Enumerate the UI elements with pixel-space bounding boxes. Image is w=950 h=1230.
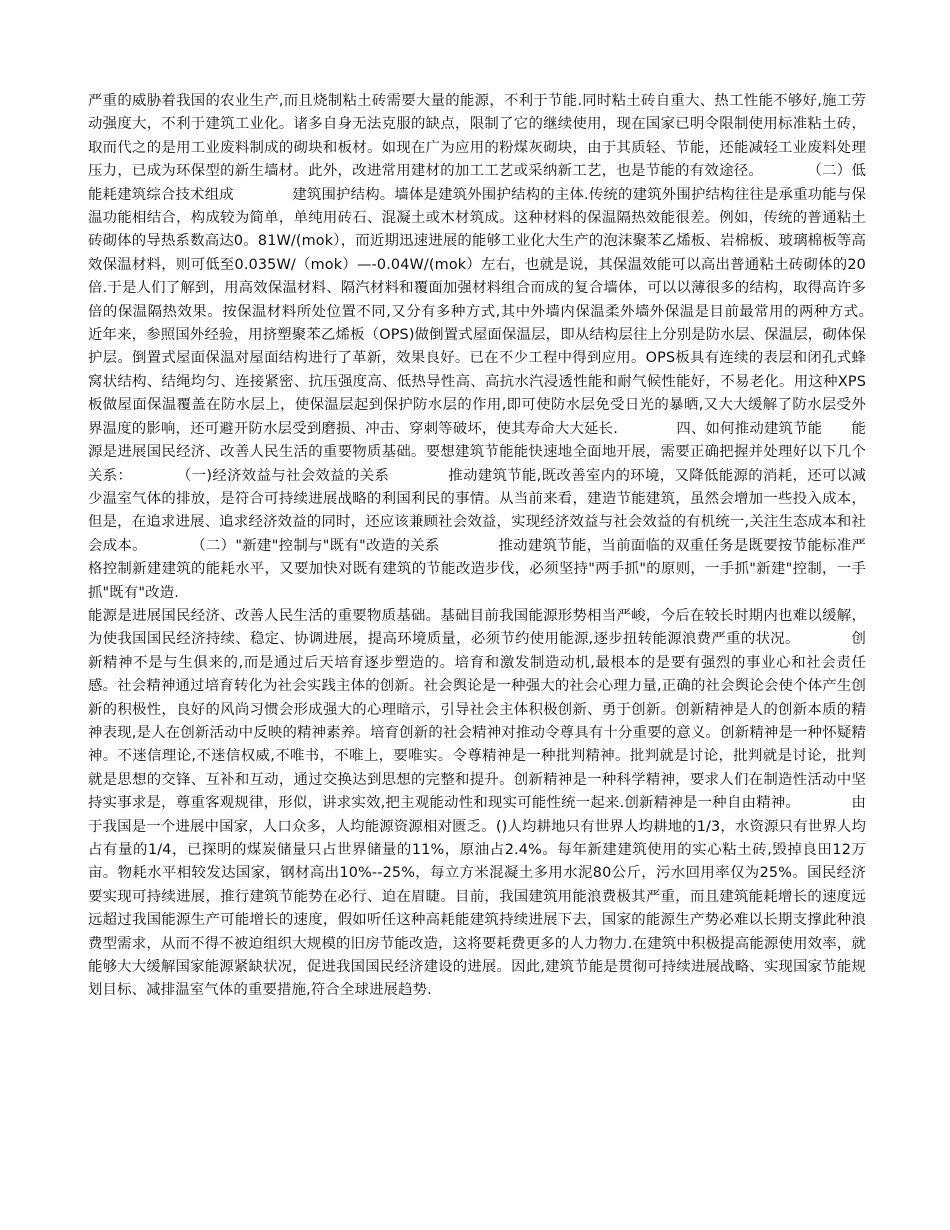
paragraph-2: 能源是进展国民经济、改善人民生活的重要物质基础。基础目前我国能源形势相当严峻，今后在较长时期内也难以缓解，为使我国国民经济持续、稳定、协调进展，提高环境质量，必须节约使用能源,逐步扭转能源浪费严重的状况。 创新精神不是与生俱来的,而是通过后天培育逐步塑造的。培育和激发制造动机,最根本的是要有强烈的事业心和社会责任感。社会精神通过培育转化为社会实践主体的创新。社会舆论是一种强大的社会心理力量,正确的社会舆论会使个体产生创新的积极性，良好的风尚习惯会形成强大的心理暗示，引导社会主体积极创新、勇于创新。创新精神是人的创新本质的精神表现,是人在创新活动中反映的精神素养。培育创新的社会精神对推动令尊具有十分重要的意义。创新精神是一种怀疑精神。不迷信理论,不迷信权威,不唯书，不唯上，要唯实。令尊精神是一种批判精神。批判就是讨论，批判就是讨论，批判就是思想的交锋、互补和互动，通过交换达到思想的完整和提升。创新精神是一种科学精神，要求人们在制造性活动中坚持实事求是，尊重客观规律，形似，讲求实效,把主观能动性和现实可能性统一起来.创新精神是一种自由精神。 由于我国是一个进展中国家，人口众多，人均能源资源相对匮乏。()人均耕地只有世界人均耕地的1/3，水资源只有世界人均占有量的1/4，已探明的煤炭储量只占世界储量的11%，原油占2.4%。每年新建建筑使用的实心粘土砖,毁掉良田12万亩。物耗水平相较发达国家，钢材高出10%--25%，每立方米混凝土多用水泥80公斤，污水回用率仅为25%。国民经济要实现可持续进展，推行建筑节能势在必行、迫在眉睫。目前，我国建筑用能浪费极其严重，而且建筑能耗增长的速度远远超过我国能源生产可能增长的速度，假如听任这种高耗能建筑持续进展下去，国家的能源生产势必难以长期支撑此种浪费型需求，从而不得不被迫组织大规模的旧房节能改造，这将要耗费更多的人力物力.在建筑中积极提高能源使用效率，就能够大大缓解国家能源紧缺状况，促进我国国民经济建设的进展。因此,建筑节能是贯彻可持续进展战略、实现国家节能规划目标、减排温室气体的重要措施,符合全球进展趋势. <box>88 607 866 999</box>
document-body <box>88 90 925 1003</box>
paragraph-1: 严重的威胁着我国的农业生产,而且烧制粘土砖需要大量的能源，不利于节能.同时粘土砖自重大、热工性能不够好,施工劳动强度大，不利于建筑工业化。诸多自身无法克服的缺点，限制了它的继续使用，现在国家已明令限制使用标准粘土砖，取而代之的是用工业废料制成的砌块和板材。如现在广为应用的粉煤灰砌块，由于其质轻、节能，还能减轻工业废料处理压力，已成为环保型的新生墙材。此外，改进常用建材的加工工艺或采纳新工艺，也是节能的有效途径。 （二）低能耗建筑综合技术组成 建筑围护结构。墙体是建筑外围护结构的主体.传统的建筑外围护结构往往是承重功能与保温功能相结合，构成较为简单，单纯用砖石、混凝土或木材筑成。这种材料的保温隔热效能很差。例如，传统的普通粘土砖砌体的导热系数高达0。81W/(mok），而近期迅速进展的能够工业化大生产的泡沫聚苯乙烯板、岩棉板、玻璃棉板等高效保温材料，则可低至0.035W/（mok）—-0.04W/(mok）左右，也就是说，其保温效能可以高出普通粘土砖砌体的20倍.于是人们了解到，用高效保温材料、隔汽材料和覆面加强材料组合而成的复合墙体，可以以薄很多的结构，取得高许多倍的保温隔热效果。按保温材料所处位置不同,又分有多种方式,其中外墙内保温柔外墙外保温是目前最常用的两种方式。 近年来，参照国外经验，用挤塑聚苯乙烯板（OPS)做倒置式屋面保温层，即从结构层往上分别是防水层、保温层，砌体保护层。倒置式屋面保温对屋面结构进行了革新，效果良好。已在不少工程中得到应用。OPS板具有连续的表层和闭孔式蜂窝状结构、结绳均匀、连接紧密、抗压强度高、低热导性高、高抗水汽浸透性能和耐气候性能好，不易老化。用这种XPS板做屋面保温覆盖在防水层上，使保温层起到保护防水层的作用,即可使防水层免受日光的暴晒,又大大缓解了防水层受外界温度的影响，还可避开防水层受到磨损、冲击、穿刺等破坏，使其寿命大大延长. 四、如何推动建筑节能 能源是进展国民经济、改善人民生活的重要物质基础。要想建筑节能能快速地全面地开展，需要正确把握并处理好以下几个关系： （一)经济效益与社会效益的关系 推动建筑节能,既改善室内的环境，又降低能源的消耗，还可以减少温室气体的排放，是符合可持续进展战略的利国利民的事情。从当前来看，建造节能建筑，虽然会增加一些投入成本，但是，在追求进展、追求经济效益的同时，还应该兼顾社会效益，实现经济效益与社会效益的有机统一,关注生态成本和社会成本。 （二）"新建"控制与"既有"改造的关系 推动建筑节能，当前面临的双重任务是既要按节能标准严格控制新建建筑的能耗水平，又要加快对既有建筑的节能改造步伐，必须坚持"两手抓"的原则，一手抓"新建"控制，一手抓"既有"改造. <box>88 93 925 601</box>
